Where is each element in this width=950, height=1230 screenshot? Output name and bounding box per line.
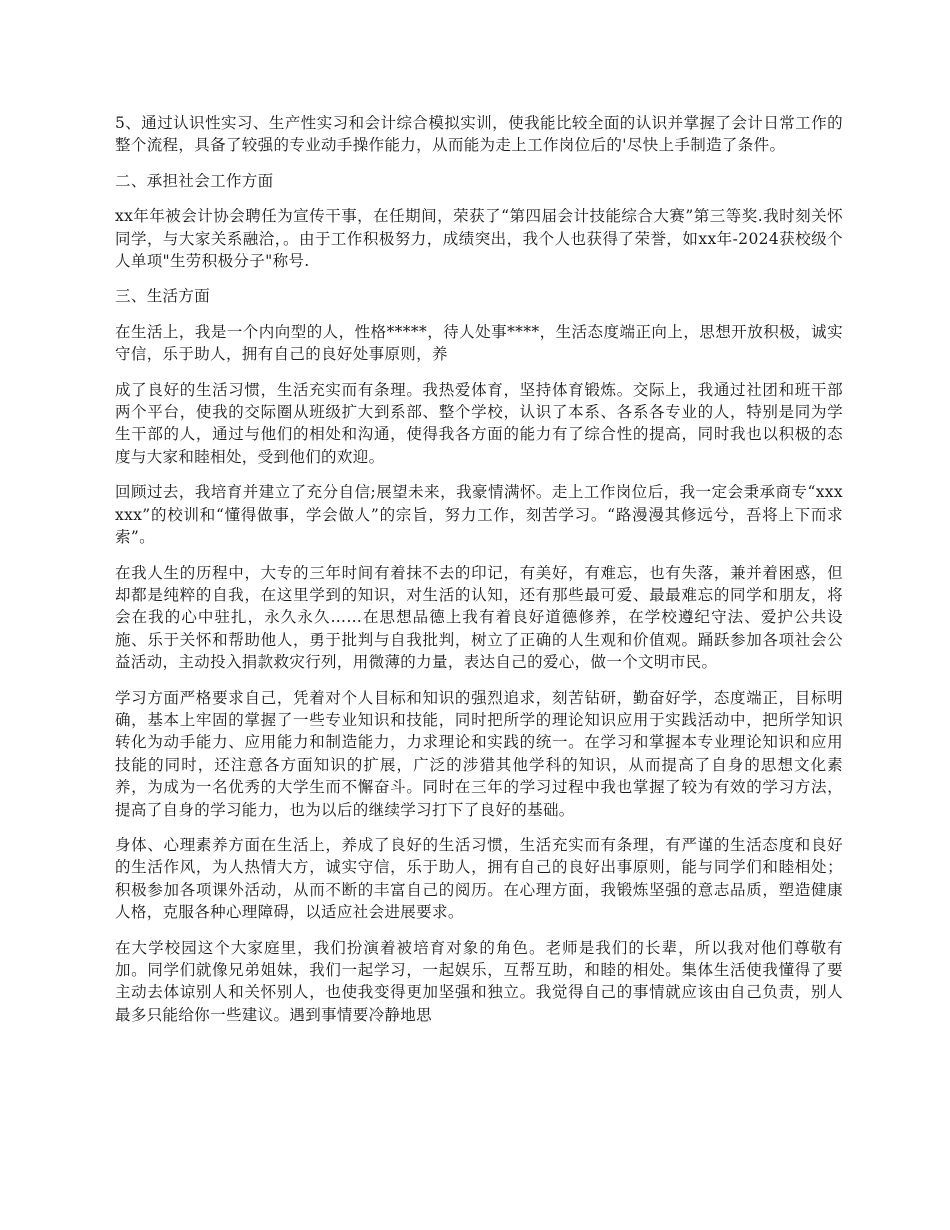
section-heading-social-work: 二、承担社会工作方面	[115, 171, 274, 190]
paragraph-social-work: xx年年被会计协会聘任为宣传干事，在任期间，荣获了“第四届会计技能综合大赛”第三等奖.我时刻关怀同学，与大家关系融洽，。由于工作积极努力，成绩突出，我个人也获得了荣誉，如xx年-2024获校级个人单项"生劳积极分子"称号.	[115, 207, 843, 271]
paragraph-habits-social: 成了良好的生活习惯，生活充实而有条理。我热爱体育，坚持体育锻炼。交际上，我通过社团和班干部两个平台，使我的交际圈从班级扩大到系部、整个学校，认识了本系、各系各专业的人，特别是同为学生干部的人，通过与他们的相处和沟通，使得我各方面的能力有了综合性的提高，同时我也以积极的态度与大家和睦相处，受到他们的欢迎。	[115, 380, 843, 466]
paragraph-outlook: 回顾过去，我培育并建立了充分自信;展望未来，我豪情满怀。走上工作岗位后，我一定会秉承商专“xxxxxx”的校训和“懂得做事，学会做人”的宗旨，努力工作，刻苦学习。“路漫漫其修远兮，吾将上下而求索”。	[115, 483, 843, 547]
paragraph-physical-mental: 身体、心理素养方面在生活上，养成了良好的生活习惯，生活充实而有条理，有严谨的生活态度和良好的生活作风，为人热情大方，诚实守信，乐于助人，拥有自己的良好出事原则，能与同学们和睦相处；积极参加各项课外活动，从而不断的丰富自己的阅历。在心理方面，我锻炼坚强的意志品质，塑造健康人格，克服各种心理障碍，以适应社会进展要求。	[115, 835, 843, 922]
paragraph-study: 学习方面严格要求自己，凭着对个人目标和知识的强烈追求，刻苦钻研，勤奋好学，态度端正，目标明确，基本上牢固的掌握了一些专业知识和技能，同时把所学的理论知识应用于实践活动中，把所学知识转化为动手能力、应用能力和制造能力，力求理论和实践的统一。在学习和掌握本专业理论知识和应用技能的同时，还注意各方面知识的扩展，广泛的涉猎其他学科的知识，从而提高了自身的思想文化素养，为成为一名优秀的大学生而不懈奋斗。同时在三年的学习过程中我也掌握了较为有效的学习方法，提高了自身的学习能力，也为以后的继续学习打下了良好的基础。	[115, 688, 843, 819]
paragraph-practice-summary: 5、通过认识性实习、生产性实习和会计综合模拟实训，使我能比较全面的认识并掌握了会计日常工作的整个流程，具备了较强的专业动手操作能力，从而能为走上工作岗位后的'尽快上手制造了条件。	[115, 114, 843, 155]
paragraph-personality: 在生活上，我是一个内向型的人，性格*****，待人处事****，生活态度端正向上，思想开放积极，诚实守信，乐于助人，拥有自己的良好处事原则，养	[115, 322, 843, 364]
paragraph-college-memories: 在我人生的历程中，大专的三年时间有着抹不去的印记，有美好，有难忘，也有失落，兼并着困惑，但却都是纯粹的自我，在这里学到的知识，对生活的认知，还有那些最可爱、最最难忘的同学和朋友，将会在我的心中驻扎，永久永久……在思想品德上我有着良好道德修养，在学校遵纪守法、爱护公共设施、乐于关怀和帮助他人，勇于批判与自我批判，树立了正确的人生观和价值观。踊跃参加各项社会公益活动，主动投入捐款救灾行列，用微薄的力量，表达自己的爱心，做一个文明市民。	[115, 563, 843, 672]
paragraph-campus-family: 在大学校园这个大家庭里，我们扮演着被培育对象的角色。老师是我们的长辈，所以我对他们尊敬有加。同学们就像兄弟姐妹，我们一起学习，一起娱乐，互帮互助，和睦的相处。集体生活使我懂得了要主动去体谅别人和关怀别人，也使我变得更加坚强和独立。我觉得自己的事情就应该由自己负责，别人最多只能给你一些建议。遇到事情要冷静地思	[115, 938, 843, 1024]
document-body	[115, 112, 843, 1039]
section-heading-life: 三、生活方面	[115, 287, 211, 306]
